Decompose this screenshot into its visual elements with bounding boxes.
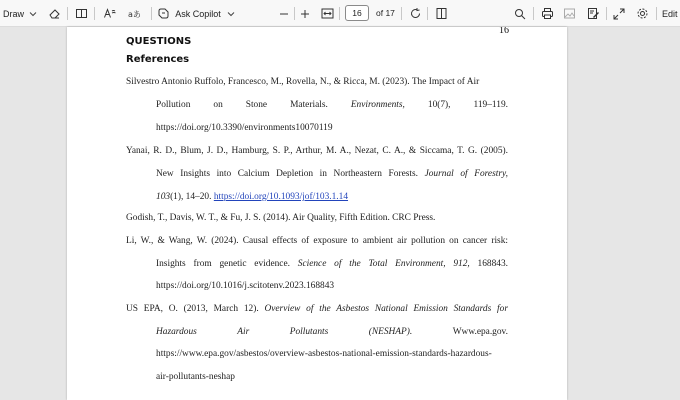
ref-pages: 119–119. (473, 100, 508, 110)
reference-5-url-line-2: air-pollutants-neshap (156, 372, 235, 382)
reference-3: Godish, T., Davis, W. T., & Fu, J. S. (2014). Air Quality, Fifth Edition. CRC Press. (126, 213, 436, 223)
toolbar-separator (294, 7, 295, 20)
eraser-icon (48, 7, 61, 20)
section-heading-references: References (126, 54, 190, 65)
ask-copilot-label: Ask Copilot (175, 8, 221, 19)
toolbar-separator (533, 7, 534, 20)
reference-2-line-2: New Insights into Calcium Depletion in Northeastern Forests. Journal of Forestry, (156, 169, 508, 179)
page-total-label: of 17 (376, 8, 395, 18)
settings-button[interactable] (633, 0, 651, 27)
toolbar-separator (67, 7, 68, 20)
toolbar-separator (339, 7, 340, 20)
save-button[interactable] (584, 0, 602, 27)
ref-volume: 103 (156, 192, 171, 202)
fit-width-icon (321, 8, 334, 19)
read-aloud-button[interactable] (100, 0, 120, 27)
edit-label: Edit (662, 8, 678, 19)
print-button[interactable] (538, 0, 556, 27)
ref-word: (NESHAP). (368, 327, 413, 337)
ref-title: Overview of the Asbestos National Emission Standards for (264, 304, 508, 314)
page-view-button[interactable] (72, 0, 90, 27)
search-icon (514, 8, 526, 20)
translate-icon (128, 7, 144, 20)
ref-journal: Environments, (350, 100, 405, 110)
ref-word: Materials. (290, 100, 328, 110)
edit-button[interactable] (662, 0, 680, 27)
reference-1-doi: https://doi.org/10.3390/environments10070119 (156, 123, 333, 133)
book-icon (75, 7, 88, 20)
image-icon (563, 7, 576, 20)
fit-width-button[interactable] (318, 0, 336, 27)
pdf-toolbar (0, 0, 680, 27)
search-button[interactable] (511, 0, 529, 27)
minus-icon (279, 9, 289, 19)
zoom-in-button[interactable] (297, 0, 313, 27)
ref-word: Air (237, 327, 250, 337)
document-page (67, 27, 567, 400)
ask-copilot-button[interactable] (157, 0, 235, 27)
ref-word: Hazardous (156, 327, 197, 337)
snapshot-button[interactable] (560, 0, 578, 27)
gear-icon (636, 7, 649, 20)
rotate-button[interactable] (406, 0, 424, 27)
rotate-icon (409, 7, 422, 20)
ref-journal: Science of the Total Environment, 912, (297, 259, 470, 269)
plus-icon (300, 9, 310, 19)
print-icon (541, 7, 554, 20)
copilot-icon (157, 7, 170, 20)
toolbar-separator (606, 7, 607, 20)
reference-4-line-2: Insights from genetic evidence. Science of the Total Environment, 912, 168843. (156, 259, 509, 269)
reference-5-line-1: US EPA, O. (2013, March 12). Overview of the Asbestos National Emission Standards for (126, 304, 508, 314)
zoom-out-button[interactable] (276, 0, 292, 27)
toolbar-separator (94, 7, 95, 20)
section-heading-questions: QUESTIONS (126, 36, 192, 47)
page-number-input[interactable] (345, 5, 369, 21)
toolbar-separator (401, 7, 402, 20)
ref-volume: 10(7), (427, 100, 451, 110)
chevron-down-icon (29, 10, 37, 18)
full-screen-button[interactable] (610, 0, 628, 27)
draw-button[interactable] (0, 0, 40, 27)
reference-1-line-2 (156, 100, 508, 111)
toolbar-separator (151, 7, 152, 20)
ref-site: Www.epa.gov. (452, 327, 508, 337)
chevron-down-icon (227, 10, 235, 18)
draw-label: Draw (2, 8, 24, 19)
ref-word: Stone (245, 100, 268, 110)
ref-word: on (213, 100, 223, 110)
reference-1-line-1: Silvestro Antonio Ruffolo, Francesco, M., Rovella, N., & Ricca, M. (2023). The Impact of Air (126, 77, 480, 87)
ref-word: Pollutants (289, 327, 329, 337)
read-aloud-icon (103, 7, 117, 20)
reference-4-line-1: Li, W., & Wang, W. (2024). Causal effects of exposure to ambient air pollution on cancer risk: (126, 236, 508, 246)
reference-2-line-3 (156, 192, 348, 203)
page-layout-icon (435, 7, 448, 20)
expand-icon (613, 8, 625, 20)
reference-4-doi: https://doi.org/10.1016/j.scitotenv.2023.168843 (156, 281, 335, 291)
erase-button[interactable] (45, 0, 63, 27)
ref-word: Pollution (156, 100, 191, 110)
ref-issue-pages: (1), 14–20. (170, 192, 212, 202)
save-edit-icon (587, 7, 600, 20)
reference-5-url-line-1: https://www.epa.gov/asbestos/overview-asbestos-national-emission-standards-hazardous- (156, 349, 492, 359)
page-number: 16 (499, 27, 509, 36)
ref-journal: Journal of Forestry, (424, 169, 508, 179)
page-layout-button[interactable] (432, 0, 450, 27)
reference-2-doi-link[interactable]: https://doi.org/10.1093/jof/103.1.14 (213, 192, 349, 202)
svg-text:aあ: aあ (128, 10, 141, 19)
translate-button[interactable] (126, 0, 146, 27)
toolbar-separator (656, 7, 657, 20)
toolbar-separator (427, 7, 428, 20)
reference-2-line-1: Yanai, R. D., Blum, J. D., Hamburg, S. P., Arthur, M. A., Nezat, C. A., & Siccama, T. G. (2005). (126, 146, 508, 156)
reference-5-line-2 (156, 327, 508, 338)
